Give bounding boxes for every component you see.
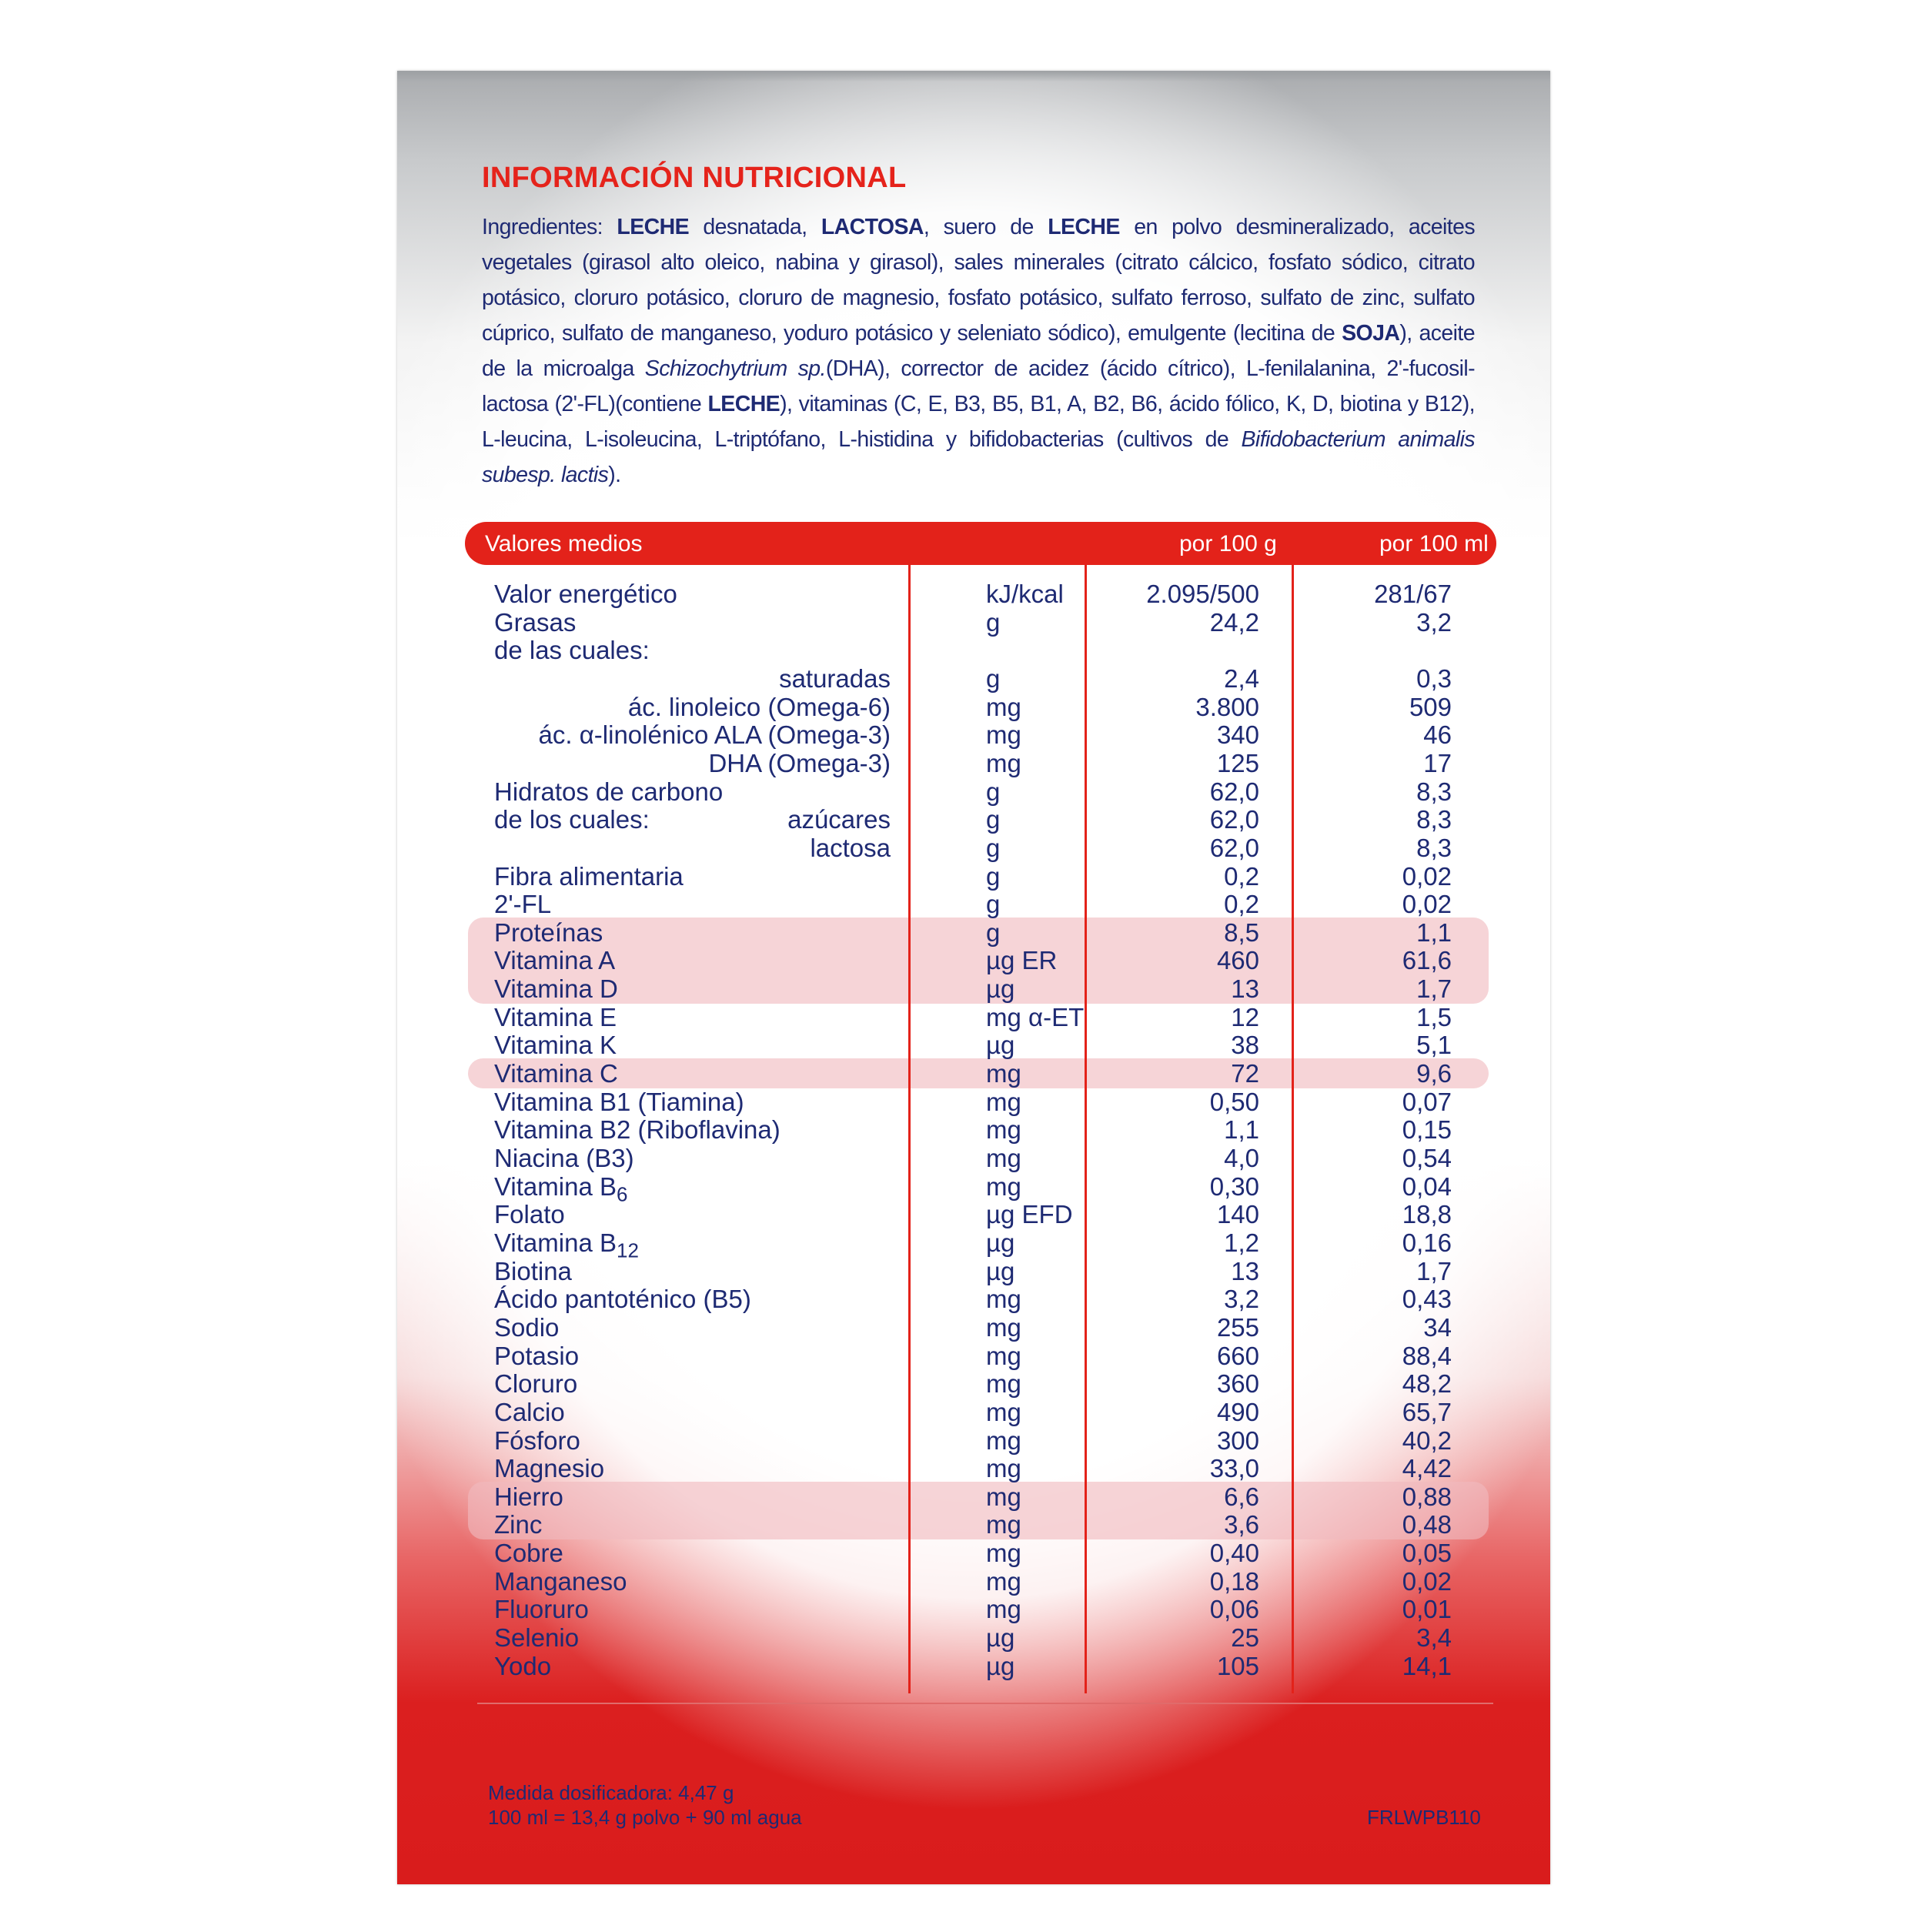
nutrient-name: Grasas [494, 607, 577, 637]
table-row [397, 637, 1550, 665]
nutrient-name: ác. α-linolénico ALA (Omega-3) [538, 720, 891, 750]
ingredients-segment: LECHE [617, 215, 689, 239]
nutrient-name: Sodio [494, 1312, 560, 1342]
nutrient-unit: mg [986, 1369, 1021, 1399]
footnote-preparation: 100 ml = 13,4 g polvo + 90 ml agua [488, 1806, 802, 1829]
nutrient-name: Vitamina B2 (Riboflavina) [494, 1115, 780, 1145]
value-per-100g: 0,50 [1209, 1087, 1259, 1116]
table-row [397, 1539, 1550, 1568]
value-per-100g: 0,18 [1209, 1566, 1259, 1596]
nutrient-name: Cobre [494, 1539, 563, 1568]
value-per-100g: 62,0 [1209, 777, 1259, 806]
value-per-100ml: 34 [1423, 1312, 1452, 1342]
table-row [397, 1031, 1550, 1060]
value-per-100ml: 9,6 [1416, 1059, 1452, 1088]
value-per-100ml: 1,7 [1416, 974, 1452, 1004]
table-row [397, 1258, 1550, 1286]
nutrient-name: Hidratos de carbono [494, 777, 724, 806]
header-per-100g: por 100 g [1179, 531, 1277, 557]
nutrient-name: Biotina [494, 1256, 572, 1285]
value-per-100ml: 3,4 [1416, 1623, 1452, 1653]
table-row [397, 665, 1550, 694]
table-header [465, 522, 1496, 565]
nutrient-unit: g [986, 777, 1001, 806]
value-per-100g: 62,0 [1209, 805, 1259, 834]
table-row [397, 1228, 1550, 1262]
value-per-100g: 0,06 [1209, 1595, 1259, 1624]
nutrient-unit: mg [986, 1312, 1021, 1342]
ingredients-segment: desnatada, [688, 215, 821, 239]
value-per-100ml: 46 [1423, 720, 1452, 750]
table-row [397, 1483, 1550, 1512]
nutrient-unit: µg [986, 1228, 1015, 1257]
nutrient-unit: mg [986, 1087, 1021, 1116]
value-per-100g: 255 [1216, 1312, 1259, 1342]
nutrient-name: 2'-FL [494, 890, 552, 919]
value-per-100g: 660 [1216, 1341, 1259, 1370]
nutrient-unit: mg [986, 748, 1021, 777]
value-per-100g: 3,6 [1224, 1510, 1259, 1539]
value-per-100ml: 0,04 [1402, 1172, 1452, 1201]
nutrient-unit: g [986, 607, 1001, 637]
value-per-100g: 33,0 [1209, 1454, 1259, 1483]
nutrient-name: Manganeso [494, 1566, 627, 1596]
nutrient-unit: mg α-ET [986, 1002, 1085, 1031]
nutrient-subscript: 12 [616, 1238, 639, 1262]
nutrient-name: Vitamina $B_6$ [494, 1172, 628, 1206]
table-row [397, 1455, 1550, 1483]
nutrition-table [397, 71, 1550, 1884]
nutrient-unit: mg [986, 1510, 1021, 1539]
nutrient-name: Fósforo [494, 1426, 580, 1455]
nutrient-name: Valor energético [494, 580, 677, 608]
nutrient-name: Vitamina A [494, 946, 616, 975]
nutrient-unit: µg ER [986, 946, 1058, 975]
ingredients-segment: LECHE [707, 392, 780, 416]
table-row [397, 806, 1550, 834]
nutrient-name: Vitamina $B_{12}$ [494, 1228, 639, 1262]
table-row [397, 919, 1550, 948]
value-per-100ml: 88,4 [1402, 1341, 1452, 1370]
value-per-100g: 105 [1216, 1651, 1259, 1680]
value-per-100ml: 1,7 [1416, 1256, 1452, 1285]
nutrient-name: Ácido pantoténico (B5) [494, 1285, 751, 1314]
table-bottom-rule [477, 1703, 1493, 1704]
value-per-100ml: 0,54 [1402, 1144, 1452, 1172]
value-per-100ml: 0,01 [1402, 1595, 1452, 1624]
value-per-100g: 0,40 [1209, 1539, 1259, 1568]
ingredients-segment: ), vitaminas (C, E, B3, B5, B1, A, B2, B6, ácido fólico, K, D, biotina y B12), L-leucina, L-isoleucina, L-triptófano, L-histidina y bifidobacterias (cultivos de [482, 392, 1476, 452]
table-row [397, 1060, 1550, 1088]
value-per-100g: 38 [1231, 1031, 1259, 1060]
value-per-100g: 0,2 [1224, 861, 1259, 891]
value-per-100g: 13 [1231, 974, 1259, 1004]
nutrient-unit: µg EFD [986, 1200, 1073, 1229]
nutrient-unit: µg [986, 1256, 1015, 1285]
nutrient-unit: mg [986, 1341, 1021, 1370]
nutrient-unit: g [986, 861, 1001, 891]
value-per-100ml: 8,3 [1416, 833, 1452, 862]
ingredients-segment: en polvo desmineralizado, aceites vegetales (girasol alto oleico, nabina y girasol), sales minerales (citrato cálcico, fosfato sódico, citrato potásico, cloruro potásico, cloruro de magnesio, fosfato potásico, sulfato ferroso, sulfato de zinc, sulfato cúprico, sulfato de manganeso, yoduro potásico y seleniato sódico), emulgente (lecitina de [482, 215, 1475, 346]
nutrient-unit: g [986, 663, 1001, 693]
nutrient-unit: kJ/kcal [986, 580, 1064, 608]
nutrient-unit: mg [986, 1144, 1021, 1172]
nutrient-name: Niacina (B3) [494, 1144, 634, 1172]
value-per-100g: 2,4 [1224, 663, 1259, 693]
header-per-100ml: por 100 ml [1379, 531, 1489, 557]
nutrient-unit: µg [986, 1623, 1015, 1653]
ingredients-segment: LECHE [1048, 215, 1120, 239]
ingredients-segment: Ingredientes: [482, 215, 617, 239]
value-per-100g: 1,1 [1224, 1115, 1259, 1145]
product-code: FRLWPB110 [1367, 1806, 1481, 1829]
value-per-100ml: 48,2 [1402, 1369, 1452, 1399]
table-row [397, 778, 1550, 807]
ingredients-segment: LACTOSA [821, 215, 924, 239]
value-per-100g: 62,0 [1209, 833, 1259, 862]
nutrient-unit: mg [986, 1539, 1021, 1568]
nutrient-name: Magnesio [494, 1454, 605, 1483]
nutrient-name: Vitamina C [494, 1059, 618, 1088]
nutrient-name: saturadas [779, 663, 891, 693]
nutrient-unit: mg [986, 1454, 1021, 1483]
nutrient-name: Vitamina D [494, 974, 618, 1004]
table-row [397, 1624, 1550, 1653]
table-row [397, 694, 1550, 722]
table-row [397, 609, 1550, 637]
value-per-100ml: 1,5 [1416, 1002, 1452, 1031]
value-per-100ml: 281/67 [1374, 580, 1452, 608]
value-per-100ml: 4,42 [1402, 1454, 1452, 1483]
ingredients-segment: Bifidobacterium animalis subesp. lactis [482, 427, 1475, 487]
nutrient-name: Cloruro [494, 1369, 578, 1399]
table-row [397, 1342, 1550, 1371]
value-per-100g: 13 [1231, 1256, 1259, 1285]
nutrient-name: Zinc [494, 1510, 543, 1539]
value-per-100g: 140 [1216, 1200, 1259, 1229]
nutrient-name: Potasio [494, 1341, 580, 1370]
value-per-100g: 25 [1231, 1623, 1259, 1653]
table-row [397, 1653, 1550, 1681]
nutrient-unit: µg [986, 1651, 1015, 1680]
value-per-100ml: 0,05 [1402, 1539, 1452, 1568]
table-row [397, 1172, 1550, 1206]
value-per-100ml: 1,1 [1416, 918, 1452, 947]
table-row [397, 1088, 1550, 1117]
value-per-100ml: 0,43 [1402, 1285, 1452, 1314]
value-per-100g: 3.800 [1195, 692, 1259, 721]
table-row [397, 1427, 1550, 1456]
nutrient-unit: g [986, 890, 1001, 919]
nutrient-name: DHA (Omega-3) [708, 748, 891, 777]
nutrient-name: Fibra alimentaria [494, 861, 684, 891]
nutrient-unit: mg [986, 1426, 1021, 1455]
value-per-100ml: 0,02 [1402, 861, 1452, 891]
nutrient-subname: lactosa [810, 833, 891, 862]
nutrition-title: INFORMACIÓN NUTRICIONAL [482, 162, 907, 194]
ingredients-segment: (DHA), corrector de acidez (ácido cítrico), L-fenilalanina, 2'-fucosil-lactosa (2'-FL)(contiene [482, 356, 1475, 416]
value-per-100ml: 61,6 [1402, 946, 1452, 975]
table-row [397, 721, 1550, 750]
nutrient-unit: g [986, 918, 1001, 947]
table-row [397, 1511, 1550, 1539]
nutrient-unit: mg [986, 692, 1021, 721]
value-per-100ml: 17 [1423, 748, 1452, 777]
value-per-100ml: 3,2 [1416, 607, 1452, 637]
table-row [397, 1145, 1550, 1173]
table-row [397, 834, 1550, 863]
value-per-100ml: 40,2 [1402, 1426, 1452, 1455]
nutrient-unit: mg [986, 1285, 1021, 1314]
nutrient-unit: mg [986, 1059, 1021, 1088]
value-per-100g: 0,30 [1209, 1172, 1259, 1201]
value-per-100g: 12 [1231, 1002, 1259, 1031]
table-row [397, 1370, 1550, 1399]
nutrient-name: de los cuales: [494, 805, 650, 834]
table-row [397, 1004, 1550, 1032]
ingredients-segment: ), aceite de la microalga [482, 321, 1475, 381]
value-per-100ml: 8,3 [1416, 805, 1452, 834]
value-per-100g: 340 [1216, 720, 1259, 750]
value-per-100g: 460 [1216, 946, 1259, 975]
value-per-100g: 3,2 [1224, 1285, 1259, 1314]
nutrient-name: ác. linoleico (Omega-6) [627, 692, 891, 721]
value-per-100g: 0,2 [1224, 890, 1259, 919]
ingredients-segment: , suero de [923, 215, 1048, 239]
table-row [397, 975, 1550, 1004]
nutrient-name: Calcio [494, 1397, 565, 1426]
value-per-100ml: 0,88 [1402, 1482, 1452, 1511]
nutrient-unit: mg [986, 1595, 1021, 1624]
ingredients-segment: ). [608, 463, 621, 487]
table-row [397, 1314, 1550, 1342]
table-row [397, 580, 1550, 609]
nutrient-subscript: 6 [616, 1182, 628, 1206]
nutrient-name: Vitamina E [494, 1002, 617, 1031]
nutrient-name: Hierro [494, 1482, 563, 1511]
nutrient-name: Selenio [494, 1623, 580, 1653]
nutrient-unit: mg [986, 1397, 1021, 1426]
value-per-100g: 1,2 [1224, 1228, 1259, 1257]
value-per-100g: 8,5 [1224, 918, 1259, 947]
nutrient-unit: g [986, 833, 1001, 862]
table-row [397, 947, 1550, 975]
value-per-100ml: 0,02 [1402, 890, 1452, 919]
nutrient-name: Vitamina B1 (Tiamina) [494, 1087, 744, 1116]
nutrient-unit: mg [986, 720, 1021, 750]
value-per-100ml: 509 [1409, 692, 1452, 721]
value-per-100g: 360 [1216, 1369, 1259, 1399]
value-per-100g: 300 [1216, 1426, 1259, 1455]
nutrient-subname: azúcares [787, 805, 891, 834]
value-per-100ml: 0,3 [1416, 663, 1452, 693]
value-per-100ml: 0,48 [1402, 1510, 1452, 1539]
value-per-100g: 125 [1216, 748, 1259, 777]
value-per-100ml: 0,15 [1402, 1115, 1452, 1145]
ingredients-segment: SOJA [1342, 321, 1400, 346]
value-per-100g: 490 [1216, 1397, 1259, 1426]
table-row [397, 891, 1550, 919]
value-per-100g: 72 [1231, 1059, 1259, 1088]
table-row [397, 750, 1550, 778]
value-per-100ml: 14,1 [1402, 1651, 1452, 1680]
value-per-100ml: 8,3 [1416, 777, 1452, 806]
value-per-100ml: 0,16 [1402, 1228, 1452, 1257]
nutrient-unit: mg [986, 1566, 1021, 1596]
value-per-100g: 6,6 [1224, 1482, 1259, 1511]
nutrient-name: Fluoruro [494, 1595, 589, 1624]
nutrient-name: Proteínas [494, 918, 603, 947]
package-panel [397, 71, 1550, 1884]
nutrient-unit: mg [986, 1172, 1021, 1201]
table-row [397, 863, 1550, 891]
ingredients-segment: Schizochytrium sp. [644, 356, 826, 381]
nutrient-name: de las cuales: [494, 636, 650, 665]
table-row [397, 1285, 1550, 1314]
value-per-100ml: 5,1 [1416, 1031, 1452, 1060]
nutrient-name: Yodo [494, 1651, 552, 1680]
nutrient-unit: µg [986, 974, 1015, 1004]
footnote-dose: Medida dosificadora: 4,47 g [488, 1781, 734, 1804]
nutrient-unit: g [986, 805, 1001, 834]
header-label: Valores medios [485, 531, 643, 557]
table-row [397, 1399, 1550, 1427]
value-per-100g: 24,2 [1209, 607, 1259, 637]
nutrient-name: Vitamina K [494, 1031, 617, 1060]
nutrient-unit: µg [986, 1031, 1015, 1060]
value-per-100ml: 0,02 [1402, 1566, 1452, 1596]
table-row [397, 1568, 1550, 1596]
nutrient-unit: mg [986, 1482, 1021, 1511]
value-per-100g: 4,0 [1224, 1144, 1259, 1172]
table-row [397, 1201, 1550, 1229]
table-row [397, 1116, 1550, 1145]
value-per-100g: 2.095/500 [1146, 580, 1259, 608]
value-per-100ml: 18,8 [1402, 1200, 1452, 1229]
value-per-100ml: 0,07 [1402, 1087, 1452, 1116]
value-per-100ml: 65,7 [1402, 1397, 1452, 1426]
nutrient-unit: mg [986, 1115, 1021, 1145]
nutrient-name: Folato [494, 1200, 565, 1229]
table-row [397, 1596, 1550, 1624]
